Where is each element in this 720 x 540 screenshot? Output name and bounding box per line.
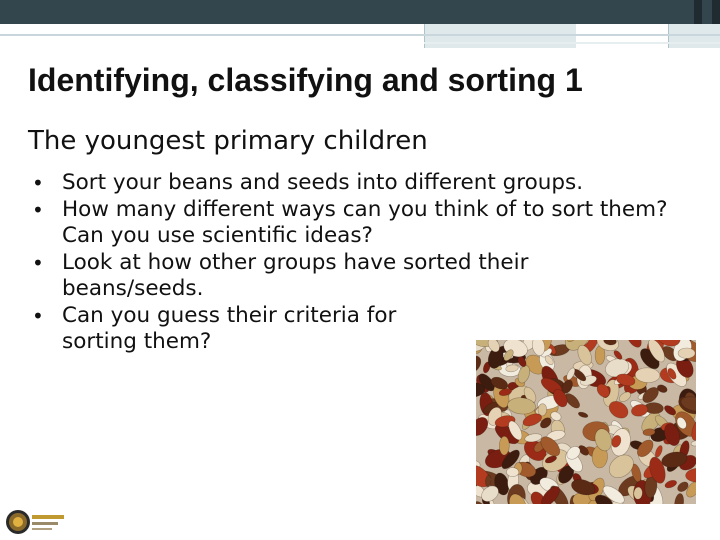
header-rule: [424, 42, 720, 44]
bean-shape: [506, 467, 519, 476]
bullet-item: [30, 250, 650, 303]
header-notch: [694, 0, 702, 24]
bullet-text: Sort your beans and seeds into different groups.: [62, 170, 584, 195]
bullet-item: [30, 197, 700, 250]
bullet-dot-icon: •: [32, 250, 44, 275]
bullet-dot-icon: •: [32, 197, 44, 222]
bullet-dot-icon: •: [32, 303, 44, 328]
header-notch: [712, 0, 720, 24]
bean-shape: [678, 348, 695, 358]
bean-shape: [578, 411, 589, 418]
bean-shape: [623, 340, 644, 350]
beans-illustration: [476, 340, 696, 504]
bullet-text: Can you guess their criteria for sorting them?: [62, 302, 397, 354]
beans-photo: [476, 340, 696, 504]
bullet-list: [30, 170, 700, 356]
bullet-text: How many different ways can you think of to sort them? Can you use scientific ideas?: [62, 196, 668, 248]
slide-title: Identifying, classifying and sorting 1: [28, 62, 583, 98]
header-band: [0, 0, 720, 24]
bullet-dot-icon: •: [32, 171, 44, 195]
bullet-item: [30, 303, 450, 356]
bean-shape: [476, 353, 484, 376]
header-accent-box: [668, 24, 720, 48]
bullet-item: [30, 170, 700, 197]
circular-seal-icon: [4, 506, 66, 538]
header-rule: [0, 34, 720, 36]
bean-shape: [664, 479, 678, 490]
bean-shape: [654, 445, 664, 459]
bean-shape: [499, 436, 509, 455]
bean-shape: [691, 440, 696, 447]
header-accent-box: [424, 24, 576, 48]
bullet-text: Look at how other groups have sorted their beans/seeds.: [62, 249, 529, 301]
bean-shape: [673, 493, 684, 504]
slide-subtitle: The youngest primary children: [28, 126, 428, 156]
